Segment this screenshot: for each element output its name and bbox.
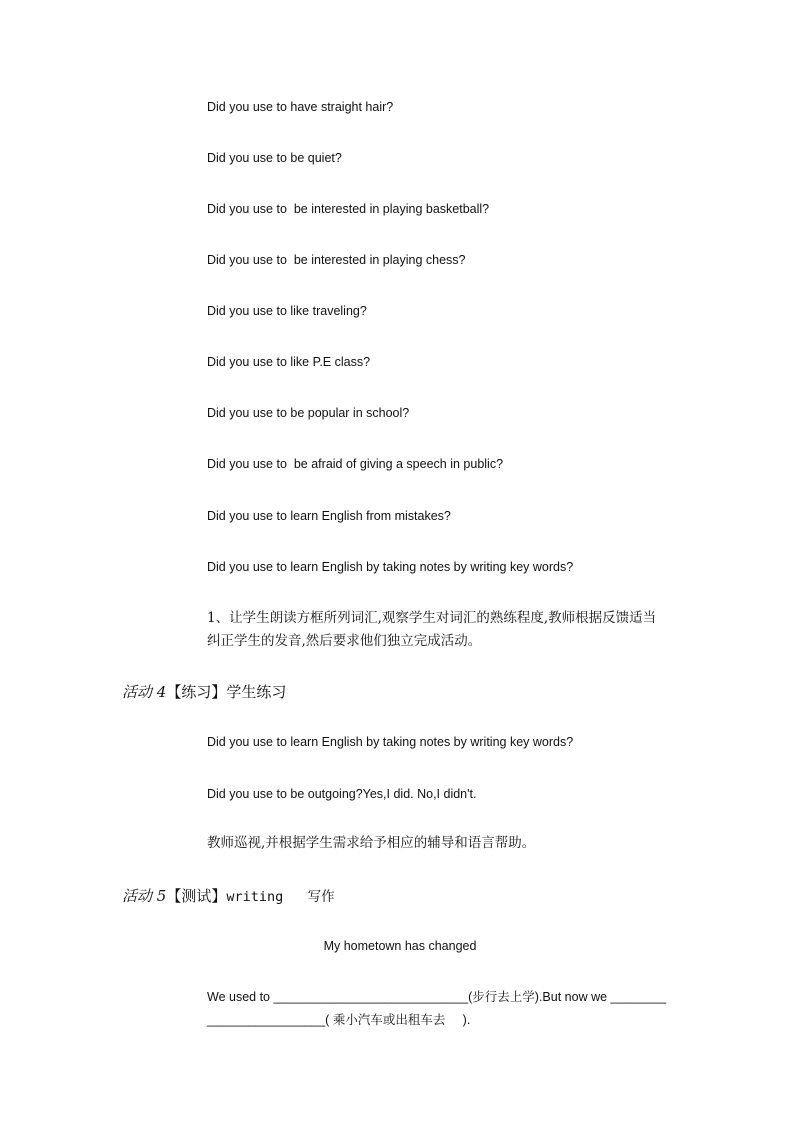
activity-4-title: 学生练习 [226, 683, 287, 701]
activity-4-note: 教师巡视,并根据学生需求给予相应的辅导和语言帮助。 [207, 835, 536, 851]
writing-line-2: _________________( 乘小汽车或出租车去 ). [207, 1013, 471, 1027]
writing-line-1: We used to ____________________________(步行去上学).But now we ________ [207, 990, 667, 1004]
question-8: Did you use to be afraid of giving a speech in public? [207, 457, 504, 471]
question-1: Did you use to have straight hair? [207, 100, 394, 114]
question-5: Did you use to like traveling? [207, 304, 367, 318]
question-10: Did you use to learn English by taking notes by writing key words? [207, 560, 574, 574]
question-6: Did you use to like P.E class? [207, 355, 371, 369]
instruction-line-1: 1、让学生朗读方框所列词汇,观察学生对词汇的熟练程度,教师根据反馈适当 [207, 610, 657, 626]
activity-4-line-1: Did you use to learn English by taking notes by writing key words? [207, 735, 574, 749]
activity-4-heading [122, 681, 286, 703]
activity-5-tag: 【测试】 [166, 887, 227, 905]
activity-4-line-2: Did you use to be outgoing?Yes,I did. No,I didn't. [207, 787, 477, 801]
question-3: Did you use to be interested in playing basketball? [207, 202, 490, 216]
activity-4-tag: 【练习】 [166, 683, 227, 701]
activity-5-heading [122, 885, 335, 908]
question-7: Did you use to be popular in school? [207, 406, 410, 420]
activity-5-title: writing 写作 [226, 889, 335, 905]
question-4: Did you use to be interested in playing chess? [207, 253, 466, 267]
activity-4-label: 活动 4 [122, 683, 167, 701]
essay-title: My hometown has changed [323, 939, 477, 953]
question-2: Did you use to be quiet? [207, 151, 342, 165]
activity-5-label: 活动 5 [122, 887, 167, 905]
instruction-line-2: 纠正学生的发音,然后要求他们独立完成活动。 [207, 633, 482, 649]
question-9: Did you use to learn English from mistakes? [207, 509, 451, 523]
